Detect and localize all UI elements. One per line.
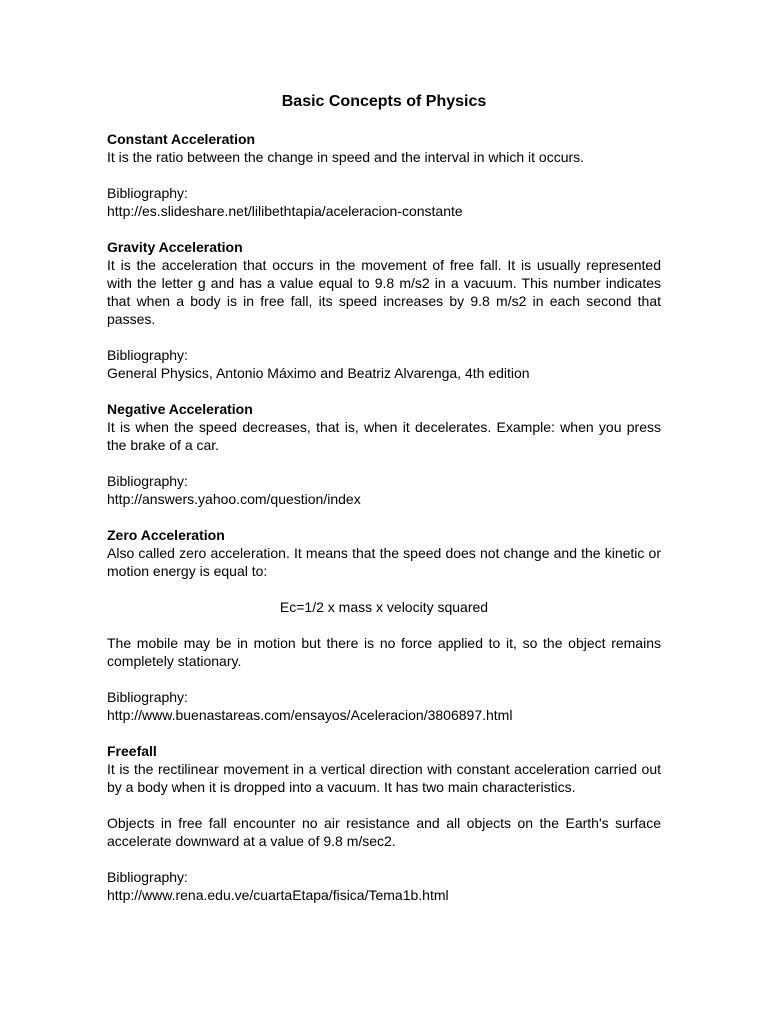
section-paragraph: It is the ratio between the change in speed and the interval in which it occurs. [107, 149, 585, 165]
section-paragraph: It is the rectilinear movement in a vertical direction with constant acceleration carried out by a body when it is dropped into a vacuum. It has two main characteristics. [107, 761, 661, 795]
section-heading: Constant Acceleration [107, 131, 256, 147]
section-paragraph: It is when the speed decreases, that is, when it decelerates. Example: when you press the brake of a car. [107, 419, 661, 453]
document-title: Basic Concepts of Physics [281, 93, 487, 110]
bibliography-label: Bibliography: [107, 473, 188, 489]
section-gravity-acceleration [107, 238, 661, 382]
bibliography-label: Bibliography: [107, 347, 188, 363]
energy-formula: Ec=1/2 x mass x velocity squared [279, 599, 489, 615]
bibliography-label: Bibliography: [107, 689, 188, 705]
bibliography-label: Bibliography: [107, 185, 188, 201]
section-paragraph: Also called zero acceleration. It means that the speed does not change and the kinetic or motion energy is equal to: [107, 545, 661, 579]
section-freefall [107, 742, 661, 904]
bibliography-reference: http://es.slideshare.net/lilibethtapia/aceleracion-constante [107, 203, 463, 219]
document-page [107, 92, 661, 922]
section-heading: Zero Acceleration [107, 527, 225, 543]
section-heading: Negative Acceleration [107, 401, 253, 417]
bibliography-reference: http://www.buenastareas.com/ensayos/Aceleracion/3806897.html [107, 707, 513, 723]
bibliography-reference: http://answers.yahoo.com/question/index [107, 491, 361, 507]
section-negative-acceleration [107, 400, 661, 508]
section-paragraph: It is the acceleration that occurs in the movement of free fall. It is usually represented with the letter g and has a value equal to 9.8 m/s2 in a vacuum. This number indicates that when a body is in free fall, its speed increases by 9.8 m/s2 in each second that passes. [107, 257, 661, 327]
bibliography-reference: General Physics, Antonio Máximo and Beatriz Alvarenga, 4th edition [107, 365, 530, 381]
section-paragraph: The mobile may be in motion but there is no force applied to it, so the object remains completely stationary. [107, 635, 661, 669]
section-paragraph: Objects in free fall encounter no air resistance and all objects on the Earth's surface accelerate downward at a value of 9.8 m/sec2. [107, 815, 661, 849]
section-zero-acceleration [107, 526, 661, 724]
section-constant-acceleration [107, 130, 661, 220]
bibliography-label: Bibliography: [107, 869, 188, 885]
bibliography-reference: http://www.rena.edu.ve/cuartaEtapa/fisica/Tema1b.html [107, 887, 449, 903]
section-heading: Freefall [107, 743, 157, 759]
section-heading: Gravity Acceleration [107, 239, 243, 255]
